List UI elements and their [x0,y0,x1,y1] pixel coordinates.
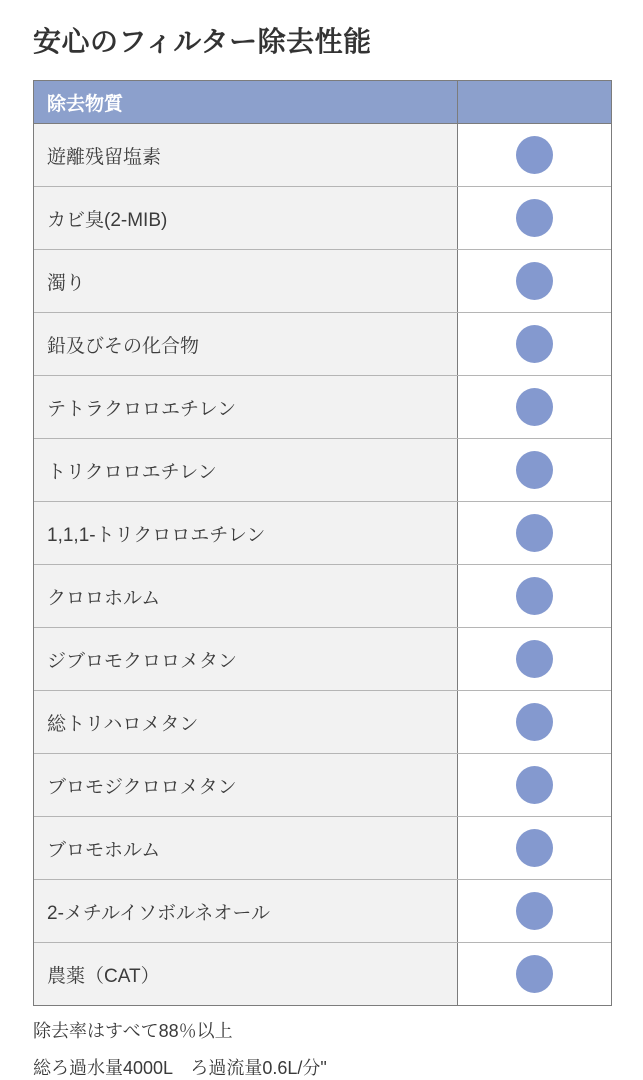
substance-cell [34,313,457,375]
substance-cell [34,628,457,690]
removed-dot-icon [516,829,553,867]
removed-dot-icon [516,640,553,678]
substance-cell [34,439,457,501]
rating-cell [457,502,611,564]
substance-cell [34,817,457,879]
substance-label: ブロモジクロロメタン [47,776,237,798]
removed-dot-icon [516,514,553,552]
substance-cell [34,880,457,942]
substance-cell [34,376,457,438]
rating-cell [457,943,611,1005]
table-row [34,249,611,312]
removed-dot-icon [516,703,553,741]
removed-dot-icon [516,325,553,363]
removed-dot-icon [516,955,553,993]
substance-cell [34,943,457,1005]
footer-note-capacity: 総ろ過水量4000L ろ過流量0.6L/分" [33,1058,327,1078]
substance-cell [34,754,457,816]
substance-cell [34,187,457,249]
table-row [34,627,611,690]
rating-cell [457,754,611,816]
table-row [34,816,611,879]
rating-cell [457,439,611,501]
table-row [34,879,611,942]
substance-label: 農薬（CAT） [47,965,160,987]
removed-dot-icon [516,388,553,426]
table-header-row [34,81,611,123]
substance-cell [34,502,457,564]
filter-removal-table [33,80,612,1006]
rating-cell [457,313,611,375]
header-substance-label: 除去物質 [47,93,124,115]
substance-label: 濁り [47,272,86,294]
substance-label: トリクロロエチレン [47,461,217,483]
rating-cell [457,880,611,942]
substance-label: ブロモホルム [47,839,161,861]
table-row [34,438,611,501]
rating-cell [457,817,611,879]
rating-cell [457,565,611,627]
removed-dot-icon [516,892,553,930]
rating-cell [457,628,611,690]
removed-dot-icon [516,766,553,804]
removed-dot-icon [516,199,553,237]
table-row [34,942,611,1005]
substance-label: 総トリハロメタン [47,713,199,735]
substance-label: 遊離残留塩素 [47,146,162,168]
table-row [34,564,611,627]
removed-dot-icon [516,136,553,174]
substance-label: カビ臭(2-MIB) [47,209,168,231]
removed-dot-icon [516,262,553,300]
substance-cell [34,565,457,627]
rating-cell [457,250,611,312]
removed-dot-icon [516,451,553,489]
footer-notes [33,1019,612,1080]
substance-label: ジブロモクロロメタン [47,650,238,672]
header-rating-cell [457,81,611,123]
header-substance-cell [34,81,457,123]
page-title: 安心のフィルター除去性能 [33,26,372,57]
substance-label: 1,1,1-トリクロロエチレン [47,524,266,546]
table-body [34,123,611,1005]
rating-cell [457,187,611,249]
substance-cell [34,124,457,186]
substance-label: 鉛及びその化合物 [47,335,200,357]
table-row [34,690,611,753]
substance-cell [34,250,457,312]
substance-cell [34,691,457,753]
table-row [34,312,611,375]
footer-note-removal-rate: 除去率はすべて88％以上 [33,1021,233,1041]
table-row [34,375,611,438]
removed-dot-icon [516,577,553,615]
rating-cell [457,376,611,438]
table-row [34,186,611,249]
rating-cell [457,124,611,186]
rating-cell [457,691,611,753]
table-row [34,753,611,816]
substance-label: 2-メチルイソボルネオール [47,902,271,924]
substance-label: テトラクロロエチレン [47,398,237,420]
table-row [34,123,611,186]
substance-label: クロロホルム [47,587,161,609]
table-row [34,501,611,564]
